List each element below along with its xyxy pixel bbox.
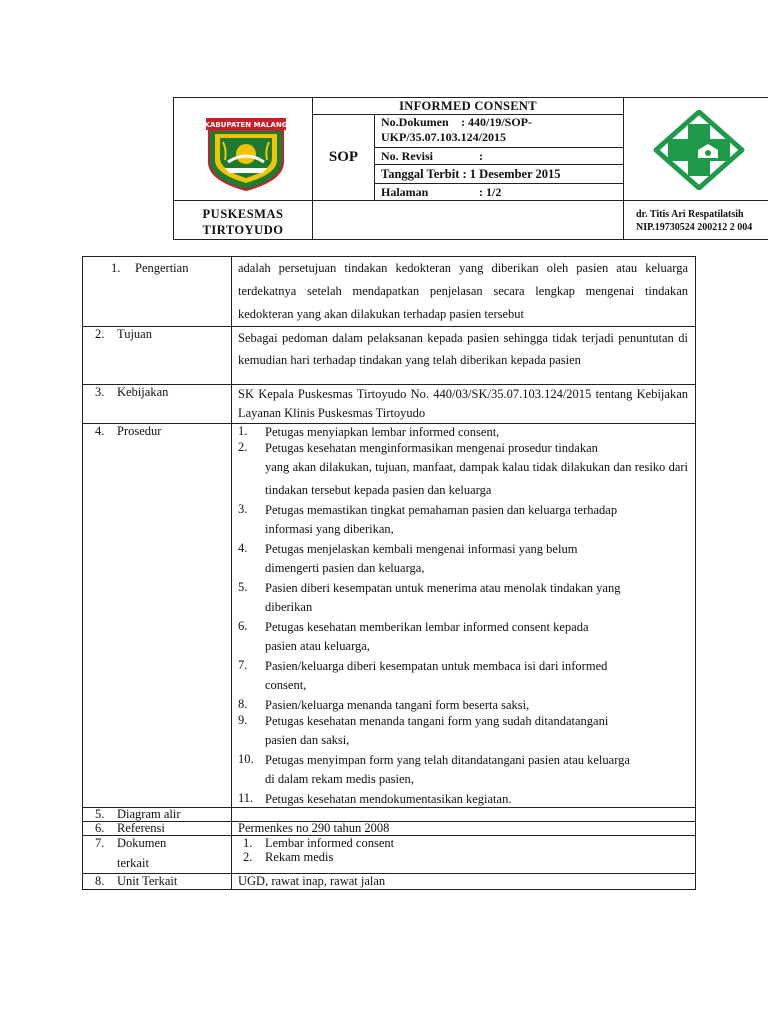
row-number: 5.	[95, 807, 105, 821]
page-number	[374, 183, 624, 201]
step-number: 6.	[238, 619, 248, 633]
step-number: 5.	[238, 580, 248, 594]
prosedur-step	[238, 580, 688, 619]
step-text-continued: pasien dan saksi,	[265, 733, 350, 747]
dokumen-list	[238, 836, 688, 864]
step-number: 10.	[238, 752, 254, 766]
svg-text:KABUPATEN MALANG: KABUPATEN MALANG	[204, 121, 288, 129]
page-value: : 1/2	[479, 185, 502, 199]
referensi-text: Permenkes no 290 tahun 2008	[232, 822, 696, 836]
prosedur-step	[238, 752, 688, 791]
step-text-continued: yang akan dilakukan, tujuan, manfaat, dampak kalau tidak dilakukan dan resiko dari tindakan tersebut kepada pasien dan keluarga	[265, 460, 688, 497]
row-diagram-alir	[83, 808, 696, 822]
step-text-continued: dimengerti pasien dan keluarga,	[265, 561, 425, 575]
row-label: Dokumen	[117, 836, 167, 850]
sop-header	[173, 97, 768, 240]
signer-block	[623, 200, 768, 240]
row-label: Unit Terkait	[117, 874, 178, 888]
row-label: Pengertian	[135, 261, 189, 275]
row-pengertian	[83, 257, 696, 327]
revision-label: No. Revisi	[381, 149, 433, 163]
prosedur-steps	[238, 424, 688, 807]
revision-value: :	[479, 149, 483, 163]
sop-label: SOP	[312, 114, 375, 201]
document-title: INFORMED CONSENT	[312, 97, 624, 115]
puskesmas-logo-cell	[623, 97, 768, 201]
step-text: Petugas kesehatan mendokumentasikan kegiatan.	[265, 792, 512, 806]
step-text-continued: informasi yang diberikan,	[265, 522, 394, 536]
puskesmas-line1: PUSKESMAS	[202, 207, 284, 221]
header-blank-cell	[312, 200, 624, 240]
dokumen-item-text: Lembar informed consent	[265, 836, 395, 850]
row-referensi	[83, 822, 696, 836]
step-number: 9.	[238, 713, 248, 727]
row-label: Diagram alir	[117, 807, 181, 821]
row-label: Kebijakan	[117, 385, 169, 399]
doc-number-value-line2: UKP/35.07.103.124/2015	[381, 130, 506, 144]
step-text: Petugas menyimpan form yang telah ditandatangani pasien atau keluarga	[265, 753, 630, 767]
row-number: 2.	[95, 327, 105, 341]
step-number: 11.	[238, 791, 254, 805]
step-number: 8.	[238, 697, 248, 711]
page-label: Halaman	[381, 185, 429, 199]
row-label: Prosedur	[117, 424, 162, 438]
dokumen-item	[238, 850, 688, 864]
prosedur-step	[238, 658, 688, 697]
step-text: Pasien diberi kesempatan untuk menerima atau menolak tindakan yang	[265, 581, 621, 595]
step-text: Petugas kesehatan menginformasikan mengenai prosedur tindakan	[265, 441, 598, 455]
step-number: 7.	[238, 658, 248, 672]
signer-name: dr. Titis Ari Respatilatsih	[636, 209, 744, 220]
row-number: 1.	[111, 261, 121, 275]
step-number: 4.	[238, 541, 248, 555]
row-label-line2: terkait	[117, 856, 149, 870]
step-text: Pasien/keluarga menanda tangani form beserta saksi,	[265, 698, 530, 712]
prosedur-step	[238, 713, 688, 752]
row-number: 8.	[95, 874, 105, 888]
prosedur-step	[238, 791, 688, 807]
prosedur-step	[238, 440, 688, 502]
step-text: Petugas menjelaskan kembali mengenai informasi yang belum	[265, 542, 578, 556]
regency-logo-cell	[173, 97, 313, 201]
dokumen-item	[238, 836, 688, 850]
unit-terkait-text: UGD, rawat inap, rawat jalan	[232, 874, 696, 890]
doc-number-label: No.Dokumen	[381, 115, 449, 129]
document-number	[374, 114, 624, 148]
dokumen-item-text: Rekam medis	[265, 850, 334, 864]
step-text-continued: diberikan	[265, 600, 313, 614]
step-text: Petugas menyiapkan lembar informed consent,	[265, 425, 500, 439]
pengertian-text: adalah persetujuan tindakan kedokteran yang diberikan oleh pasien atau keluarga terdekatnya setelah mendapatkan penjelasan secara lengkap mengenai tindakan kedokteran yang akan dilakukan terhadap pasien tersebut	[238, 261, 688, 321]
step-text: Petugas kesehatan memberikan lembar informed consent kepada	[265, 620, 589, 634]
dokumen-item-number: 2.	[243, 850, 253, 864]
kebijakan-text: SK Kepala Puskesmas Tirtoyudo No. 440/03/SK/35.07.103.124/2015 tentang Kebijakan Layanan Klinis Puskesmas Tirtoyudo	[238, 387, 688, 420]
row-label: Referensi	[117, 821, 165, 835]
step-number: 3.	[238, 502, 248, 516]
sop-content-table	[82, 256, 696, 890]
dokumen-item-number: 1.	[243, 836, 253, 850]
signer-nip: NIP.19730524 200212 2 004	[636, 222, 753, 233]
row-prosedur	[83, 424, 696, 808]
prosedur-step	[238, 502, 688, 541]
step-text: Pasien/keluarga diberi kesempatan untuk membaca isi dari informed	[265, 659, 608, 673]
kabupaten-malang-logo-icon	[203, 116, 289, 192]
doc-number-value: : 440/19/SOP-	[461, 115, 532, 129]
row-dokumen-terkait	[83, 836, 696, 874]
puskesmas-name	[173, 200, 313, 240]
prosedur-step	[238, 424, 688, 440]
puskesmas-cross-logo-icon	[652, 110, 746, 190]
row-label: Tujuan	[117, 327, 152, 341]
step-text-continued: di dalam rekam medis pasien,	[265, 772, 414, 786]
row-number: 4.	[95, 424, 105, 438]
prosedur-step	[238, 697, 688, 713]
prosedur-step	[238, 619, 688, 658]
row-tujuan	[83, 327, 696, 385]
row-number: 7.	[95, 836, 105, 850]
revision-number	[374, 147, 624, 165]
puskesmas-line2: TIRTOYUDO	[202, 223, 284, 237]
step-number: 2.	[238, 440, 248, 454]
row-unit-terkait	[83, 874, 696, 890]
prosedur-step	[238, 541, 688, 580]
row-number: 6.	[95, 821, 105, 835]
step-text: Petugas memastikan tingkat pemahaman pasien dan keluarga terhadap	[265, 503, 618, 517]
step-text-continued: pasien atau keluarga,	[265, 639, 370, 653]
tujuan-text: Sebagai pedoman dalam pelaksanan kepada pasien sehingga tidak terjadi penuntutan di kemudian hari terhadap tindakan yang telah diberikan kepada pasien	[238, 331, 688, 367]
step-text: Petugas kesehatan menanda tangani form yang sudah ditandatangani	[265, 714, 609, 728]
row-kebijakan	[83, 385, 696, 424]
step-text-continued: consent,	[265, 678, 307, 692]
issue-date: Tanggal Terbit : 1 Desember 2015	[374, 164, 624, 184]
step-number: 1.	[238, 424, 248, 438]
row-number: 3.	[95, 385, 105, 399]
diagram-alir-value	[232, 808, 696, 822]
